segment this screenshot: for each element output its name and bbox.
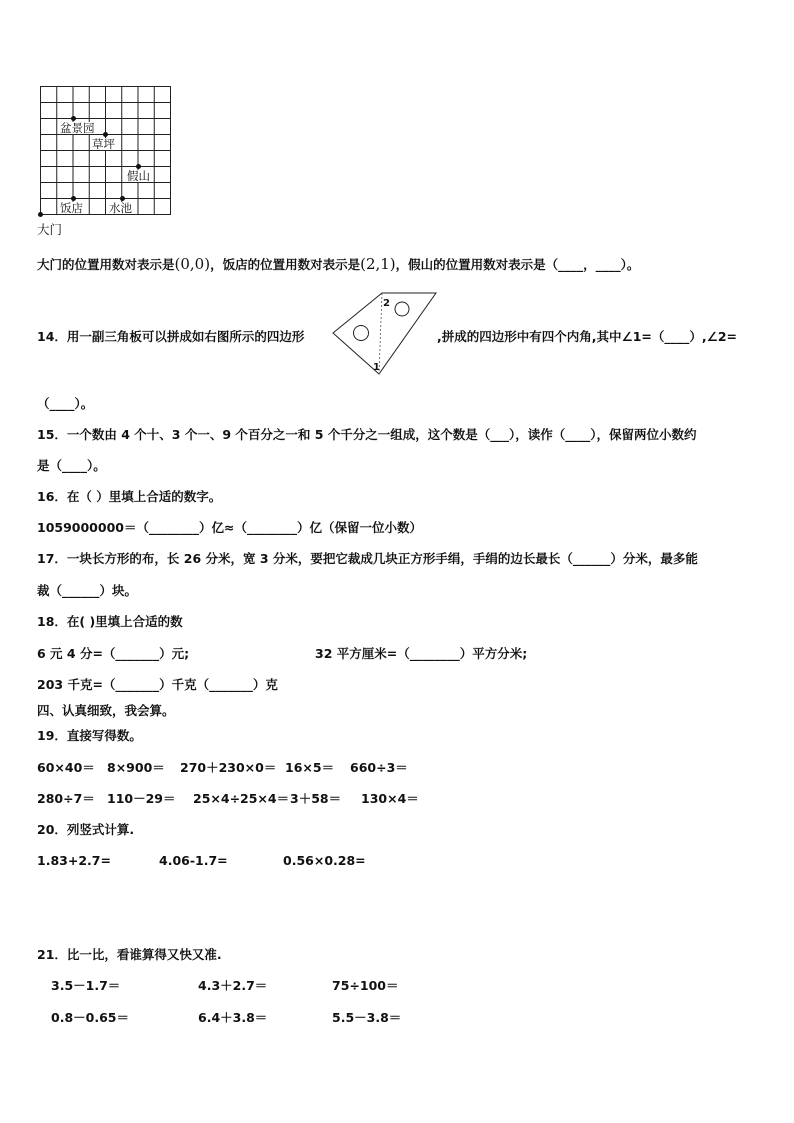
q19-r2-2: 110－29＝ [107,791,176,806]
q15-line1: 15．一个数由 4 个十、3 个一、9 个百分之一和 5 个千分之一组成，这个数是（___），读作（____），保留两位小数约 [37,427,697,442]
q13-text-a: 大门的位置用数对表示是 [37,257,175,272]
q19-title: 19．直接写得数。 [37,728,142,743]
q21-r2-3: 5.5－3.8＝ [332,1010,402,1025]
q14-text-c: （____）。 [37,396,94,411]
q17-line1: 17．一块长方形的布，长 26 分米，宽 3 分米，要把它裁成几块正方形手绢，手绢的边长最长（______）分米，最多能 [37,551,698,566]
q19-r1-3: 270＋230×0＝ [180,760,277,775]
coordinate-grid-map [40,86,172,216]
triangle-quadrilateral-figure [332,292,438,379]
label-damen: 大门 [37,222,63,237]
q19-r1-1: 60×40＝ [37,760,95,775]
label-jiashan: 假山 [127,169,150,183]
q20-item-1: 1.83+2.7= [37,853,111,868]
q16-line2: 1059000000＝（________）亿≈（________）亿（保留一位小数） [37,520,422,535]
q18-item-c: 203 千克=（_______）千克（_______）克 [37,677,278,692]
q20-item-3: 0.56×0.28= [283,853,366,868]
q19-r2-5: 130×4＝ [361,791,419,806]
q15-line2: 是（____）。 [37,458,106,473]
label-shuichi: 水池 [109,201,132,215]
grid-lines [40,86,172,216]
section-4-heading: 四、认真细致，我会算。 [37,703,175,718]
damen-point [38,212,43,217]
q19-r2-3: 25×4÷25×4＝ [193,791,290,806]
q19-r2-4: 3＋58＝ [290,791,342,806]
label-jingyuan: 盆景园 [60,121,95,135]
q19-r1-4: 16×5＝ [285,760,335,775]
q19-r2-1: 280÷7＝ [37,791,95,806]
q16-line1: 16．在（ ）里填上合适的数字。 [37,489,222,504]
q21-r1-1: 3.5－1.7＝ [51,978,121,993]
q13-coord-gate: (0,0) [174,255,211,273]
q21-r2-2: 6.4＋3.8＝ [198,1010,268,1025]
q13-line [37,256,639,273]
q21-r1-2: 4.3＋2.7＝ [198,978,268,993]
q21-title: 21．比一比，看谁算得又快又准. [37,947,222,962]
q13-text-b: ，饭店的位置用数对表示是 [210,257,361,272]
q20-title: 20．列竖式计算. [37,822,135,837]
q13-coord-hotel: (2,1) [360,255,396,273]
q21-r2-1: 0.8－0.65＝ [51,1010,129,1025]
q17-line2: 裁（______）块。 [37,583,138,598]
q18-line1: 18．在( )里填上合适的数 [37,614,183,629]
q14-text-a: 14．用一副三角板可以拼成如右图所示的四边形 [37,329,305,344]
label-caoping: 草坪 [92,137,115,151]
q20-item-2: 4.06-1.7= [159,853,228,868]
label-fandian: 饭店 [60,201,83,215]
quadrilateral-svg [332,292,438,376]
q13-text-c: ，假山的位置用数对表示是（____，____）。 [395,257,640,272]
q18-item-a: 6 元 4 分=（_______）元; [37,646,190,661]
q19-r1-5: 660÷3＝ [350,760,408,775]
q19-r1-2: 8×900＝ [107,760,165,775]
q21-r1-3: 75÷100＝ [332,978,399,993]
angle-1-label: 1 [373,362,380,373]
angle-2-label: 2 [383,298,390,309]
q18-item-b: 32 平方厘米=（________）平方分米; [315,646,528,661]
q14-text-b: ,拼成的四边形中有四个内角,其中∠1=（____）,∠2= [437,329,738,344]
